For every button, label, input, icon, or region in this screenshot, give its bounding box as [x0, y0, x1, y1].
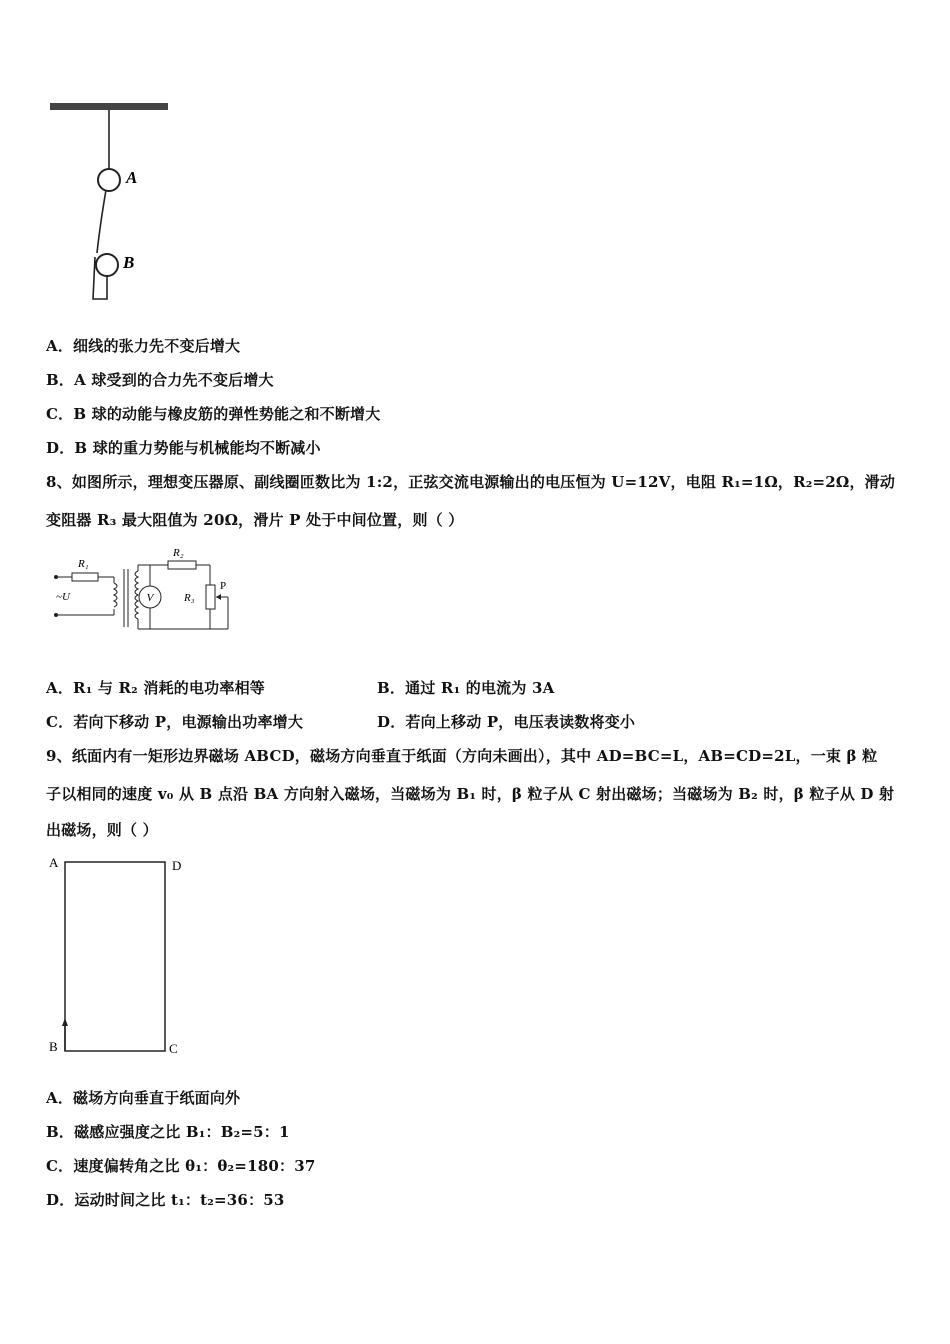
- q9-option-d: D．运动时间之比 t₁：t₂=36：53: [46, 1191, 285, 1209]
- q9-option-c: C．速度偏转角之比 θ₁：θ₂=180：37: [46, 1157, 316, 1175]
- arrow-head: [62, 1018, 68, 1026]
- corner-c: C: [169, 1041, 178, 1056]
- corner-b: B: [49, 1039, 58, 1054]
- magnetic-field-figure: [40, 850, 190, 1060]
- q9-option-b: B．磁感应强度之比 B₁：B₂=5：1: [46, 1123, 290, 1141]
- q9-stem-line1: 9、纸面内有一矩形边界磁场 ABCD，磁场方向垂直于纸面（方向未画出），其中 AD=BC=L，AB=CD=2L，一束 β 粒: [46, 747, 878, 765]
- q8-stem-line2: 变阻器 R₃ 最大阻值为 20Ω，滑片 P 处于中间位置，则（ ）: [46, 511, 464, 529]
- resistor-r1: [72, 573, 98, 581]
- secondary-coil: [135, 571, 138, 619]
- rubber-band: [97, 190, 106, 253]
- q9-stem-line3: 出磁场，则（ ）: [46, 821, 158, 839]
- ball-b: [96, 254, 118, 276]
- ceiling-support: [50, 103, 168, 110]
- label-r2: R₂: [173, 547, 184, 559]
- field-boundary-abcd: [65, 862, 165, 1051]
- label-source: ~U: [56, 591, 70, 603]
- q8-option-d: D．若向上移动 P，电压表读数将变小: [377, 713, 636, 731]
- q8-option-c: C．若向下移动 P，电源输出功率增大: [46, 713, 304, 731]
- voltmeter-label: V: [146, 592, 154, 604]
- q7-option-a: A．细线的张力先不变后增大: [46, 337, 241, 355]
- circuit-figure: [48, 545, 238, 635]
- corner-d: D: [172, 858, 182, 873]
- q7-option-c: C．B 球的动能与橡皮筋的弹性势能之和不断增大: [46, 405, 381, 423]
- q8-option-a: A．R₁ 与 R₂ 消耗的电功率相等: [46, 679, 265, 697]
- q9-option-a: A．磁场方向垂直于纸面向外: [46, 1089, 241, 1107]
- q7-option-d: D．B 球的重力势能与机械能均不断减小: [46, 439, 321, 457]
- pendulum-figure: [45, 95, 175, 310]
- resistor-r2: [168, 561, 196, 569]
- label-r1: R₁: [78, 558, 89, 570]
- q8-option-b: B．通过 R₁ 的电流为 3A: [377, 679, 555, 697]
- corner-a: A: [49, 855, 59, 870]
- ball-a: [98, 169, 120, 191]
- q7-option-b: B．A 球受到的合力先不变后增大: [46, 371, 274, 389]
- q9-stem-line2: 子以相同的速度 v₀ 从 B 点沿 BA 方向射入磁场，当磁场为 B₁ 时，β 粒子从 C 射出磁场；当磁场为 B₂ 时，β 粒子从 D 射: [46, 785, 895, 803]
- label-r3: R₃: [184, 592, 195, 604]
- q8-stem-line1: 8、如图所示，理想变压器原、副线圈匝数比为 1:2，正弦交流电源输出的电压恒为 U=12V，电阻 R₁=1Ω，R₂=2Ω，滑动: [46, 473, 896, 491]
- label-b: B: [123, 253, 135, 272]
- label-p: P: [220, 580, 227, 592]
- label-a: A: [126, 168, 138, 187]
- primary-coil: [114, 583, 117, 607]
- rheostat-r3: [206, 585, 215, 609]
